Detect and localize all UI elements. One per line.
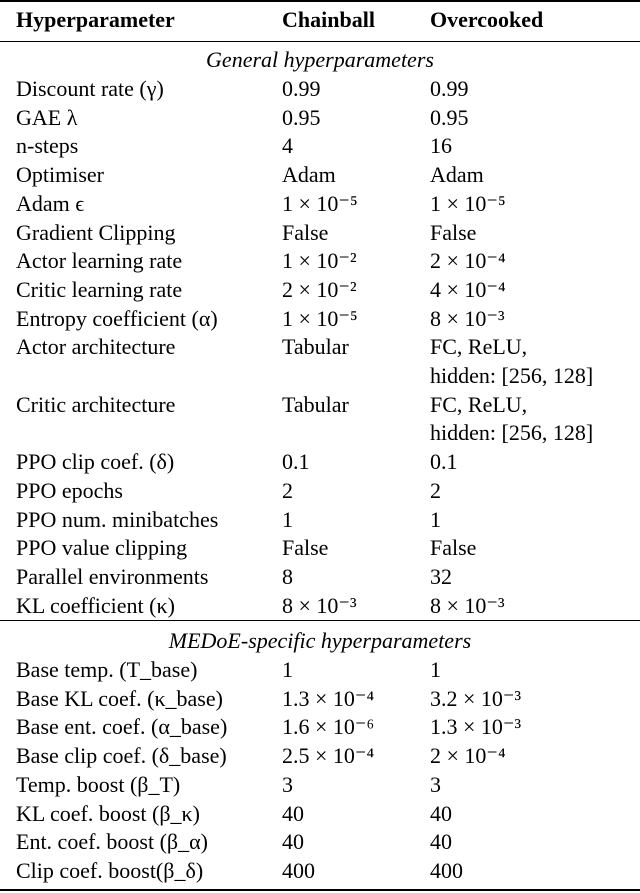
- chainball-value: 40: [282, 800, 304, 826]
- chainball-value: False: [282, 219, 329, 245]
- chainball-value: Tabular: [282, 391, 349, 417]
- table-row: [0, 800, 640, 828]
- overcooked-value: 2 × 10⁻⁴: [430, 743, 506, 769]
- table-row: [0, 132, 640, 160]
- param-name: Temp. boost (β_T): [16, 771, 181, 797]
- table-row: [0, 305, 640, 333]
- overcooked-value: Adam: [430, 162, 484, 188]
- header-rule: [0, 41, 640, 42]
- overcooked-value: 1: [430, 657, 441, 682]
- overcooked-value: False: [430, 535, 477, 561]
- table-row: [0, 190, 640, 218]
- param-name: Optimiser: [16, 162, 104, 188]
- table-row: [0, 391, 640, 419]
- param-name: PPO epochs: [16, 477, 123, 503]
- param-name: PPO num. minibatches: [16, 506, 219, 532]
- table-row: [0, 713, 640, 741]
- chainball-value: 8 × 10⁻³: [282, 592, 357, 618]
- overcooked-value: 0.1: [430, 449, 458, 475]
- table-row: [0, 534, 640, 562]
- table-row: [0, 477, 640, 505]
- overcooked-value-line2: hidden: [256, 128]: [430, 420, 594, 446]
- param-name: PPO clip coef. (δ): [16, 449, 175, 475]
- overcooked-value: 1 × 10⁻⁵: [430, 190, 506, 216]
- chainball-value: 3: [282, 771, 293, 797]
- param-name: Entropy coefficient (α): [16, 305, 218, 331]
- overcooked-value: 4 × 10⁻⁴: [430, 276, 506, 302]
- table-row: [0, 506, 640, 534]
- chainball-value: 1.6 × 10⁻⁶: [282, 714, 375, 740]
- table-row: [0, 448, 640, 476]
- param-name: KL coef. boost (β_κ): [16, 800, 200, 826]
- param-name: Critic architecture: [16, 391, 176, 417]
- param-name: Actor learning rate: [16, 248, 183, 274]
- table-row: [0, 276, 640, 304]
- param-name: Critic learning rate: [16, 276, 183, 302]
- chainball-value: 1: [282, 657, 293, 682]
- table-row: [0, 771, 640, 799]
- param-name: Base temp. (T_base): [16, 657, 198, 682]
- param-name: Base ent. coef. (α_base): [16, 714, 228, 740]
- table-row: [0, 219, 640, 247]
- table-row: [0, 563, 640, 591]
- chainball-value: 1 × 10⁻⁵: [282, 190, 358, 216]
- header-overcooked: Overcooked: [430, 7, 544, 32]
- param-name: Actor architecture: [16, 334, 176, 360]
- overcooked-value: 400: [430, 857, 463, 883]
- chainball-value: 1: [282, 506, 293, 532]
- chainball-value: 1 × 10⁻²: [282, 248, 357, 274]
- section-rule: [0, 620, 640, 621]
- param-name: Parallel environments: [16, 563, 209, 589]
- overcooked-value: 1: [430, 506, 441, 532]
- overcooked-value: 2: [430, 477, 441, 503]
- overcooked-value: 40: [430, 829, 452, 855]
- header-hyperparameter: Hyperparameter: [16, 7, 175, 32]
- table-row-continuation: [0, 419, 640, 447]
- table-row: [0, 161, 640, 189]
- chainball-value: 2 × 10⁻²: [282, 276, 357, 302]
- param-name: GAE λ: [16, 104, 78, 130]
- overcooked-value: 0.99: [430, 76, 469, 101]
- table-row: [0, 333, 640, 361]
- chainball-value: 1.3 × 10⁻⁴: [282, 685, 375, 711]
- table-row: [0, 742, 640, 770]
- table-row: [0, 592, 640, 620]
- chainball-value: 0.1: [282, 449, 310, 475]
- chainball-value: Tabular: [282, 334, 349, 360]
- chainball-value: 1 × 10⁻⁵: [282, 305, 358, 331]
- chainball-value: 400: [282, 857, 315, 883]
- param-name: Adam ϵ: [16, 190, 85, 216]
- overcooked-value: 16: [430, 133, 452, 159]
- overcooked-value-line2: hidden: [256, 128]: [430, 363, 594, 388]
- section-title-general: General hyperparameters: [206, 47, 434, 72]
- table-row: [0, 857, 640, 885]
- table-row-continuation: [0, 362, 640, 390]
- table-row: [0, 656, 640, 684]
- overcooked-value: FC, ReLU,: [430, 334, 528, 360]
- overcooked-value: 0.95: [430, 104, 469, 130]
- overcooked-value: 3.2 × 10⁻³: [430, 685, 522, 711]
- overcooked-value: False: [430, 219, 477, 245]
- table-row: [0, 247, 640, 275]
- param-name: Clip coef. boost(β_δ): [16, 857, 204, 883]
- chainball-value: Adam: [282, 162, 336, 188]
- param-name: Base KL coef. (κ_base): [16, 685, 223, 711]
- table-row: [0, 75, 640, 103]
- table-header: [0, 6, 640, 34]
- param-name: Base clip coef. (δ_base): [16, 743, 227, 769]
- overcooked-value: 40: [430, 800, 452, 826]
- overcooked-value: 8 × 10⁻³: [430, 305, 505, 331]
- top-rule: [0, 0, 640, 2]
- chainball-value: 2.5 × 10⁻⁴: [282, 743, 375, 769]
- section-title-medoe: MEDoE-specific hyperparameters: [168, 628, 472, 653]
- overcooked-value: 1.3 × 10⁻³: [430, 714, 522, 740]
- table-row: [0, 828, 640, 856]
- chainball-value: 0.99: [282, 76, 321, 101]
- overcooked-value: 2 × 10⁻⁴: [430, 248, 506, 274]
- table-row: [0, 685, 640, 713]
- chainball-value: False: [282, 535, 329, 561]
- chainball-value: 4: [282, 133, 293, 159]
- param-name: n-steps: [16, 133, 79, 159]
- chainball-value: 8: [282, 563, 293, 589]
- chainball-value: 2: [282, 477, 293, 503]
- param-name: KL coefficient (κ): [16, 592, 175, 618]
- param-name: Ent. coef. boost (β_α): [16, 829, 208, 855]
- overcooked-value: 3: [430, 771, 441, 797]
- bottom-rule: [0, 889, 640, 891]
- overcooked-value: 8 × 10⁻³: [430, 592, 505, 618]
- param-name: PPO value clipping: [16, 535, 188, 561]
- param-name: Discount rate (γ): [16, 76, 164, 101]
- param-name: Gradient Clipping: [16, 219, 176, 245]
- overcooked-value: 32: [430, 563, 452, 589]
- header-chainball: Chainball: [282, 7, 375, 32]
- chainball-value: 40: [282, 829, 304, 855]
- overcooked-value: FC, ReLU,: [430, 391, 528, 417]
- chainball-value: 0.95: [282, 104, 321, 130]
- table-row: [0, 104, 640, 132]
